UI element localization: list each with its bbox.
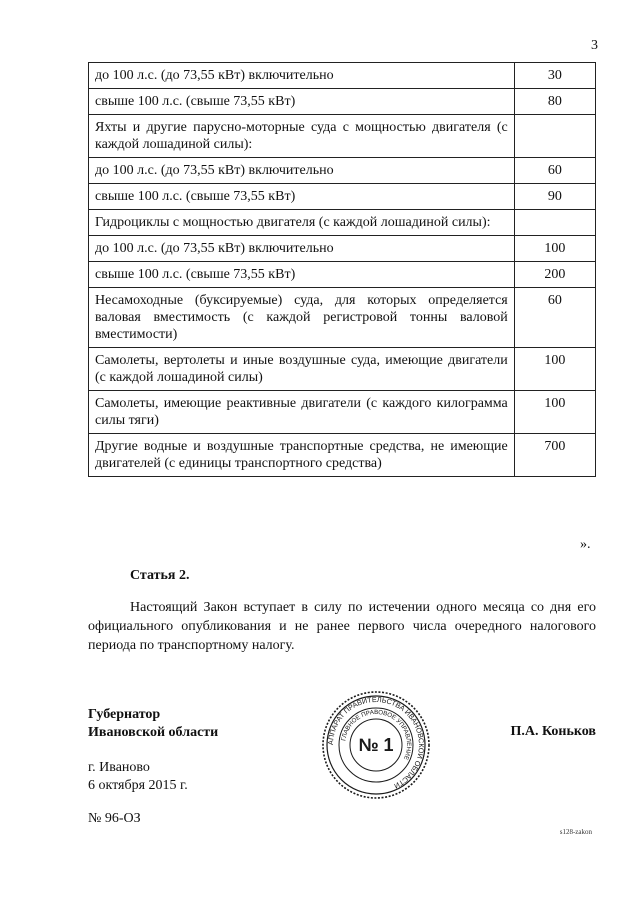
place-and-date [88,759,188,795]
tax-rate-cell [514,210,595,236]
table-row [89,63,596,89]
vehicle-category-cell: Другие водные и воздушные транспортные средства, не имеющие двигателей (с единицы транспортного средства) [89,434,515,477]
vehicle-category-cell: Яхты и другие парусно-моторные суда с мощностью двигателя (с каждой лошадиной силы): [89,115,515,158]
closing-quote: ». [580,537,591,552]
vehicle-category-cell: до 100 л.с. (до 73,55 кВт) включительно [89,63,515,89]
seal-center-number: № 1 [358,735,394,755]
tax-rates-table-body [89,63,596,477]
law-number: № 96-ОЗ [88,811,141,826]
tax-rate-cell: 60 [514,158,595,184]
official-seal [321,690,431,800]
table-row [89,262,596,288]
vehicle-category-cell: Гидроциклы с мощностью двигателя (с каждой лошадиной силы): [89,210,515,236]
vehicle-category-cell: до 100 л.с. (до 73,55 кВт) включительно [89,158,515,184]
table-row [89,348,596,391]
vehicle-category-cell: свыше 100 л.с. (свыше 73,55 кВт) [89,262,515,288]
seal-ring-text: АППАРАТ ПРАВИТЕЛЬСТВА ИВАНОВСКОЙ ОБЛАСТИ [325,694,427,791]
article-heading: Статья 2. [130,568,190,583]
article-text: Настоящий Закон вступает в силу по истечении одного месяца со дня его официального опубликования и не ранее первого числа очередного налогового периода по транспортному налогу. [88,600,596,653]
tax-rate-cell: 100 [514,391,595,434]
tax-rate-cell: 200 [514,262,595,288]
tax-rate-cell: 90 [514,184,595,210]
governor-title-line2: Ивановской области [88,725,219,740]
table-row [89,210,596,236]
table-row [89,288,596,348]
table-row [89,391,596,434]
vehicle-category-cell: свыше 100 л.с. (свыше 73,55 кВт) [89,184,515,210]
footer-code: s128-zakon [559,828,592,836]
vehicle-category-cell: свыше 100 л.с. (свыше 73,55 кВт) [89,89,515,115]
tax-rate-cell: 60 [514,288,595,348]
date: 6 октября 2015 г. [88,778,188,793]
vehicle-category-cell: до 100 л.с. (до 73,55 кВт) включительно [89,236,515,262]
governor-title [88,706,218,742]
tax-rate-cell [514,115,595,158]
city: г. Иваново [88,760,150,775]
tax-rates-table [88,62,596,477]
seal-inner-text: ГЛАВНОЕ ПРАВОВОЕ УПРАВЛЕНИЕ [340,708,413,761]
table-row [89,184,596,210]
tax-rate-cell: 700 [514,434,595,477]
tax-rate-cell: 30 [514,63,595,89]
vehicle-category-cell: Самолеты, имеющие реактивные двигатели (с каждого килограмма силы тяги) [89,391,515,434]
tax-rate-cell: 100 [514,236,595,262]
table-row [89,115,596,158]
table-row [89,236,596,262]
tax-rate-cell: 100 [514,348,595,391]
table-row [89,89,596,115]
tax-rate-cell: 80 [514,89,595,115]
governor-name: П.А. Коньков [510,724,596,739]
page-number: 3 [591,38,598,53]
table-row [89,158,596,184]
vehicle-category-cell: Самолеты, вертолеты и иные воздушные суда, имеющие двигатели (с каждой лошадиной силы) [89,348,515,391]
table-row [89,434,596,477]
governor-title-line1: Губернатор [88,707,161,722]
vehicle-category-cell: Несамоходные (буксируемые) суда, для которых определяется валовая вместимость (с каждой регистровой тонны валовой вместимости) [89,288,515,348]
